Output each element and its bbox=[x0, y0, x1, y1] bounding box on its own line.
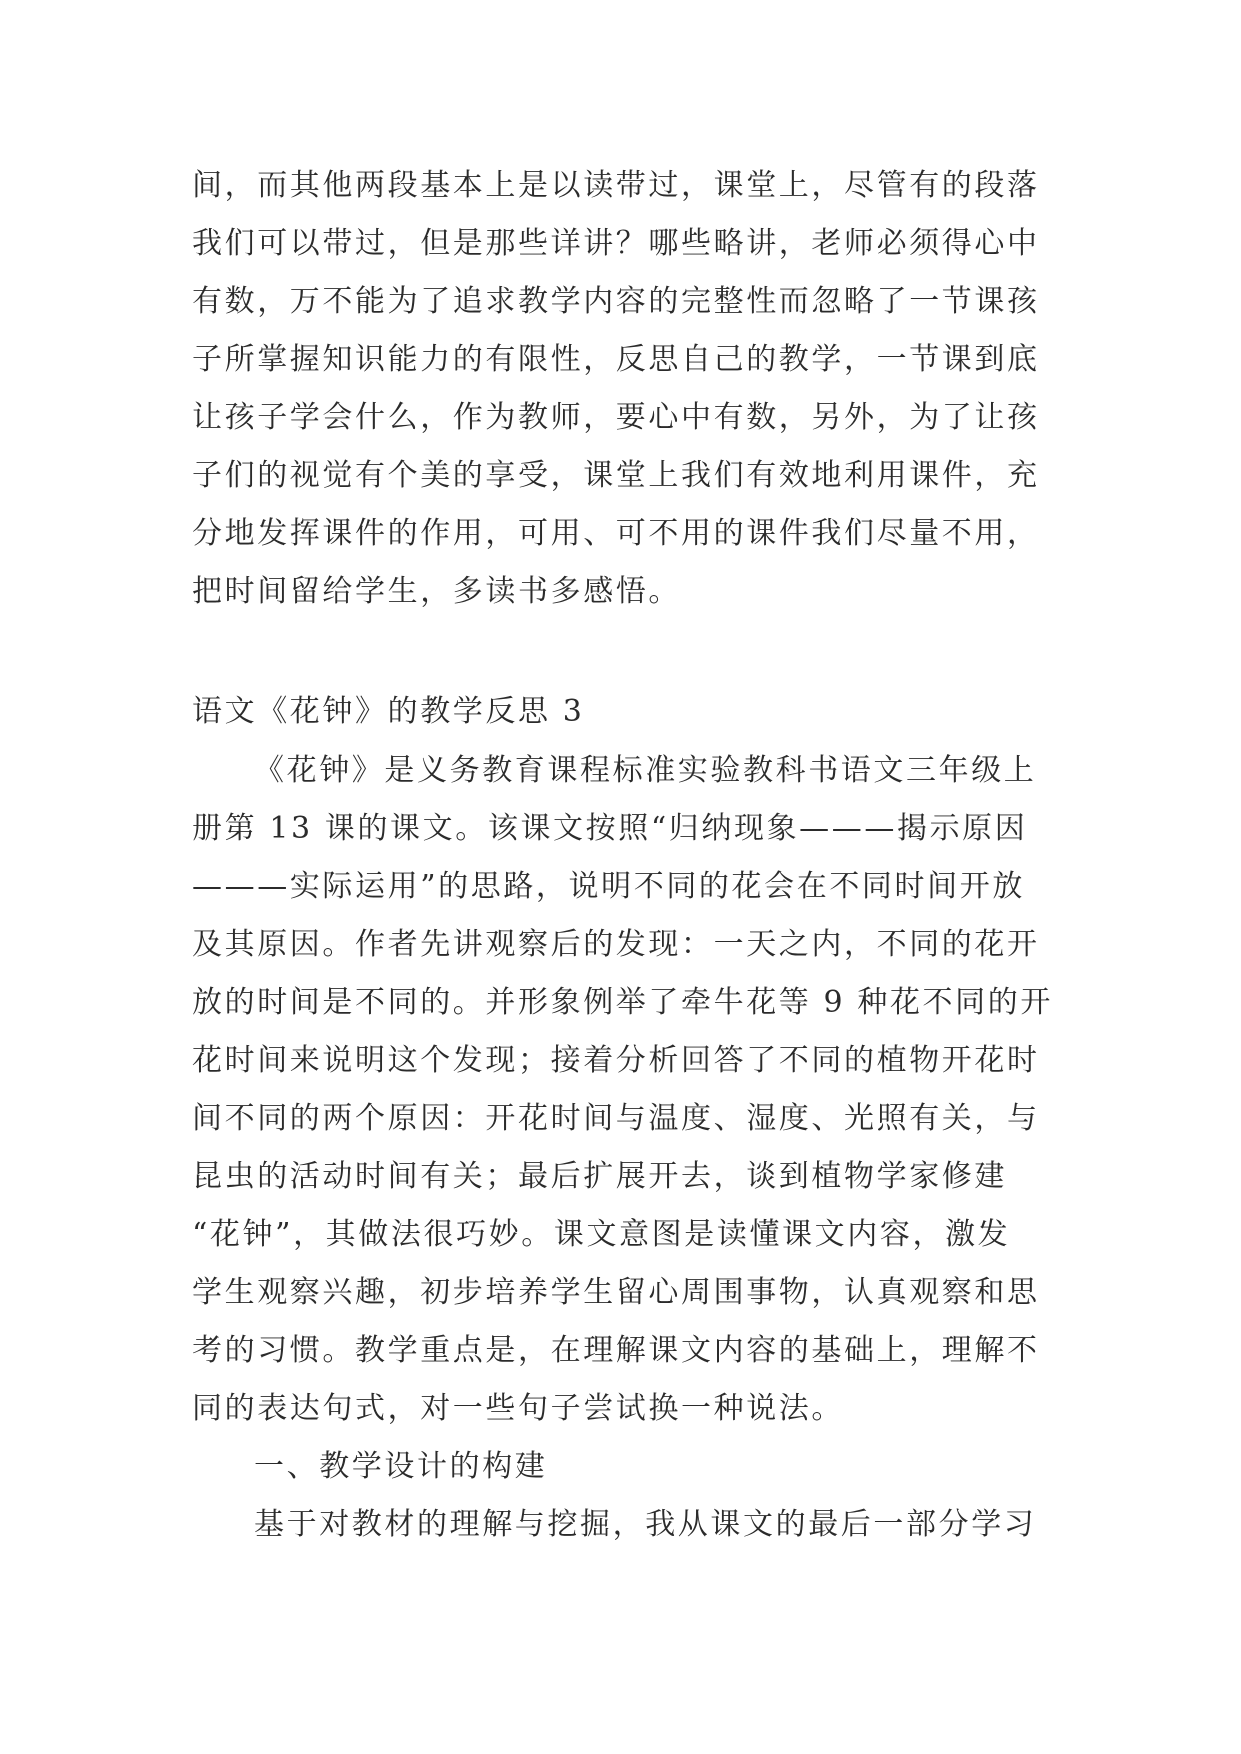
text-line: 同的表达句式，对一些句子尝试换一种说法。 bbox=[192, 1391, 844, 1426]
text-line: 花时间来说明这个发现；接着分析回答了不同的植物开花时 bbox=[192, 1043, 1040, 1078]
text-line: 分地发挥课件的作用，可用、可不用的课件我们尽量不用， bbox=[192, 516, 1040, 551]
text-line: 学生观察兴趣，初步培养学生留心周围事物，认真观察和思 bbox=[192, 1275, 1040, 1310]
text-line: 我们可以带过，但是那些详讲？哪些略讲，老师必须得心中 bbox=[192, 226, 1040, 261]
section-heading: 语文《花钟》的教学反思 3 bbox=[192, 694, 585, 729]
text-line: 基于对教材的理解与挖掘，我从课文的最后一部分学习 bbox=[254, 1507, 1037, 1542]
text-line: 让孩子学会什么，作为教师，要心中有数，另外，为了让孩 bbox=[192, 400, 1040, 435]
text-line: 有数，万不能为了追求教学内容的完整性而忽略了一节课孩 bbox=[192, 284, 1040, 319]
body-paragraphs bbox=[192, 742, 1052, 1554]
text-line: 子所掌握知识能力的有限性，反思自己的教学，一节课到底 bbox=[192, 342, 1040, 377]
text-line: “花钟”，其做法很巧妙。课文意图是读懂课文内容，激发 bbox=[192, 1217, 1011, 1252]
text-line: 把时间留给学生，多读书多感悟。 bbox=[192, 574, 681, 609]
text-line: 考的习惯。教学重点是，在理解课文内容的基础上，理解不 bbox=[192, 1333, 1040, 1368]
continuation-paragraph bbox=[192, 157, 1052, 621]
text-line: 《花钟》是义务教育课程标准实验教科书语文三年级上 bbox=[254, 753, 1037, 788]
text-line: 间，而其他两段基本上是以读带过，课堂上，尽管有的段落 bbox=[192, 168, 1040, 203]
subheading: 一、教学设计的构建 bbox=[254, 1449, 548, 1484]
text-line: 放的时间是不同的。并形象例举了牵牛花等 9 种花不同的开 bbox=[192, 985, 1053, 1020]
text-line: 及其原因。作者先讲观察后的发现：一天之内，不同的花开 bbox=[192, 927, 1040, 962]
text-line: 间不同的两个原因：开花时间与温度、湿度、光照有关，与 bbox=[192, 1101, 1040, 1136]
text-line: 昆虫的活动时间有关；最后扩展开去，谈到植物学家修建 bbox=[192, 1159, 1007, 1194]
text-line: 册第 13 课的课文。该课文按照“归纳现象———揭示原因 bbox=[192, 811, 1028, 846]
section-heading-block bbox=[192, 683, 1052, 741]
text-line: 子们的视觉有个美的享受，课堂上我们有效地利用课件，充 bbox=[192, 458, 1040, 493]
text-line: ———实际运用”的思路，说明不同的花会在不同时间开放 bbox=[192, 869, 1025, 904]
